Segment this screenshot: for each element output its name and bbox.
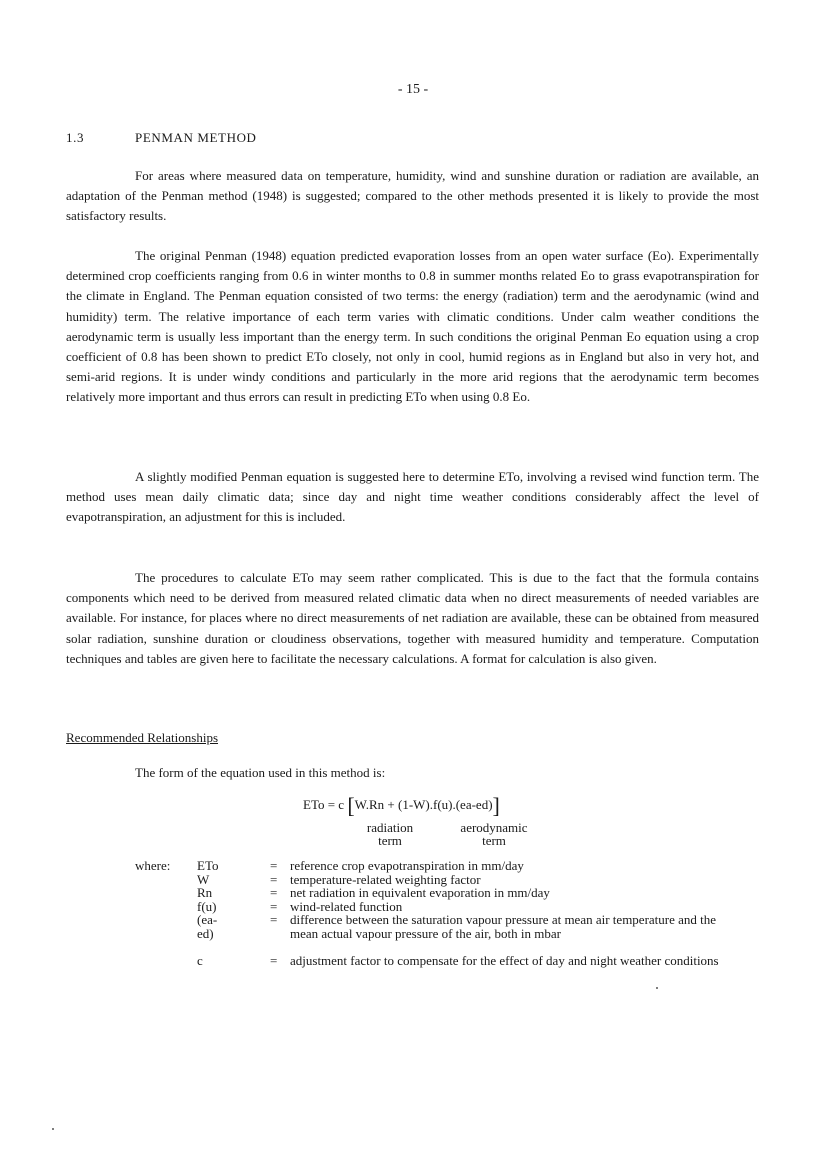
definition-equals: = [270,858,278,873]
bracket-close: ] [492,793,500,818]
definition-text: temperature-related weighting factor [290,871,481,887]
paragraph-text: The original Penman (1948) equation predicted evaporation losses from an open water surface (Eo). Experimentally determined crop coefficients ranging from 0.6 in winter months to 0.8 in summer months related Eo to grass evapotranspiration for the climate in England. The Penman equation consisted of two terms: the energy (radiation) term and the aerodynamic (wind and humidity) term. The relative importance of each term varies with climatic conditions. Under calm weather conditions the aerodynamic term is usually less important than the energy term. In such conditions the original Penman Eo equation using a crop coefficient of 0.8 has been shown to predict ETo closely, not only in cool, humid regions as in England but also in very hot, and semi-arid regions. It is under windy conditions and particularly in the more arid regions that the aerodynamic term becomes relatively more important and thus errors can result in predicting ETo when using 0.8 Eo. [66,248,759,405]
definition-equals: = [270,871,278,887]
penman-equation [303,793,500,819]
equation-lead-text: The form of the equation used in this method is: [135,765,386,780]
definition-equals: = [270,885,278,900]
definition-symbol: c [197,952,203,968]
page-number: - 15 - [397,82,429,97]
label-line: radiation [366,820,414,835]
label-aerodynamic-term [448,821,540,847]
label-line: term [378,833,402,848]
label-line: aerodynamic [460,820,528,835]
definition-symbol: Rn [197,885,213,900]
definition-text: difference between the saturation vapour pressure at mean air temperature and the mean actual vapour pressure of the air, both in mbar [290,912,717,941]
paragraph-modified-penman [66,467,759,528]
label-radiation-term [356,821,424,847]
definition-symbol: ETo [197,858,219,873]
definition-text: wind-related function [290,898,403,914]
definition-text: net radiation in equivalent evaporation in mm/day [290,885,550,900]
bracket-open: [ [347,793,355,818]
definition-symbol: f(u) [197,898,217,914]
where-label: where: [135,858,171,873]
label-line: term [482,833,506,848]
section-heading [66,130,257,146]
definition-symbol: (ea-ed) [197,912,218,941]
paragraph-text: For areas where measured data on temperature, humidity, wind and sunshine duration or radiation are available, an adaptation of the Penman method (1948) is suggested; compared to the other methods presented it is likely to provide the most satisfactory results. [66,168,759,224]
definition-symbol: W [197,871,210,887]
definition-text: reference crop evapotranspiration in mm/day [290,858,524,873]
paragraph-text: A slightly modified Penman equation is suggested here to determine ETo, involving a revised wind function term. The method uses mean daily climatic data; since day and night time weather conditions considerably affect the level of evapotranspiration, an adjustment for this is included. [66,469,759,525]
equation-body: W.Rn + (1-W).f(u).(ea-ed) [354,797,493,812]
subheading-recommended-relationships: Recommended Relationships [66,730,219,745]
scan-speck [656,987,658,989]
definition-equals: = [270,952,278,968]
paragraph-procedures [66,568,759,669]
definition-equals: = [270,912,278,927]
paragraph-intro [66,166,759,227]
paragraph-original-penman [66,246,759,408]
section-title: PENMAN METHOD [135,130,257,145]
paragraph-text: The procedures to calculate ETo may seem rather complicated. This is due to the fact that the formula contains components which need to be derived from measured related climatic data when no direct measurements of needed variables are available. For instance, for places where no direct measurements of net radiation are available, these can be obtained from measured solar radiation, sunshine duration or cloudiness observations, together with measured humidity and temperature. Computation techniques and tables are given here to facilitate the necessary calculations. A format for calculation is also given. [66,570,759,666]
definition-equals: = [270,898,278,914]
scan-speck [52,1128,54,1130]
definition-text: adjustment factor to compensate for the effect of day and night weather conditions [290,952,719,968]
section-number: 1.3 [66,130,85,145]
equation-lhs: ETo = c [303,797,345,812]
